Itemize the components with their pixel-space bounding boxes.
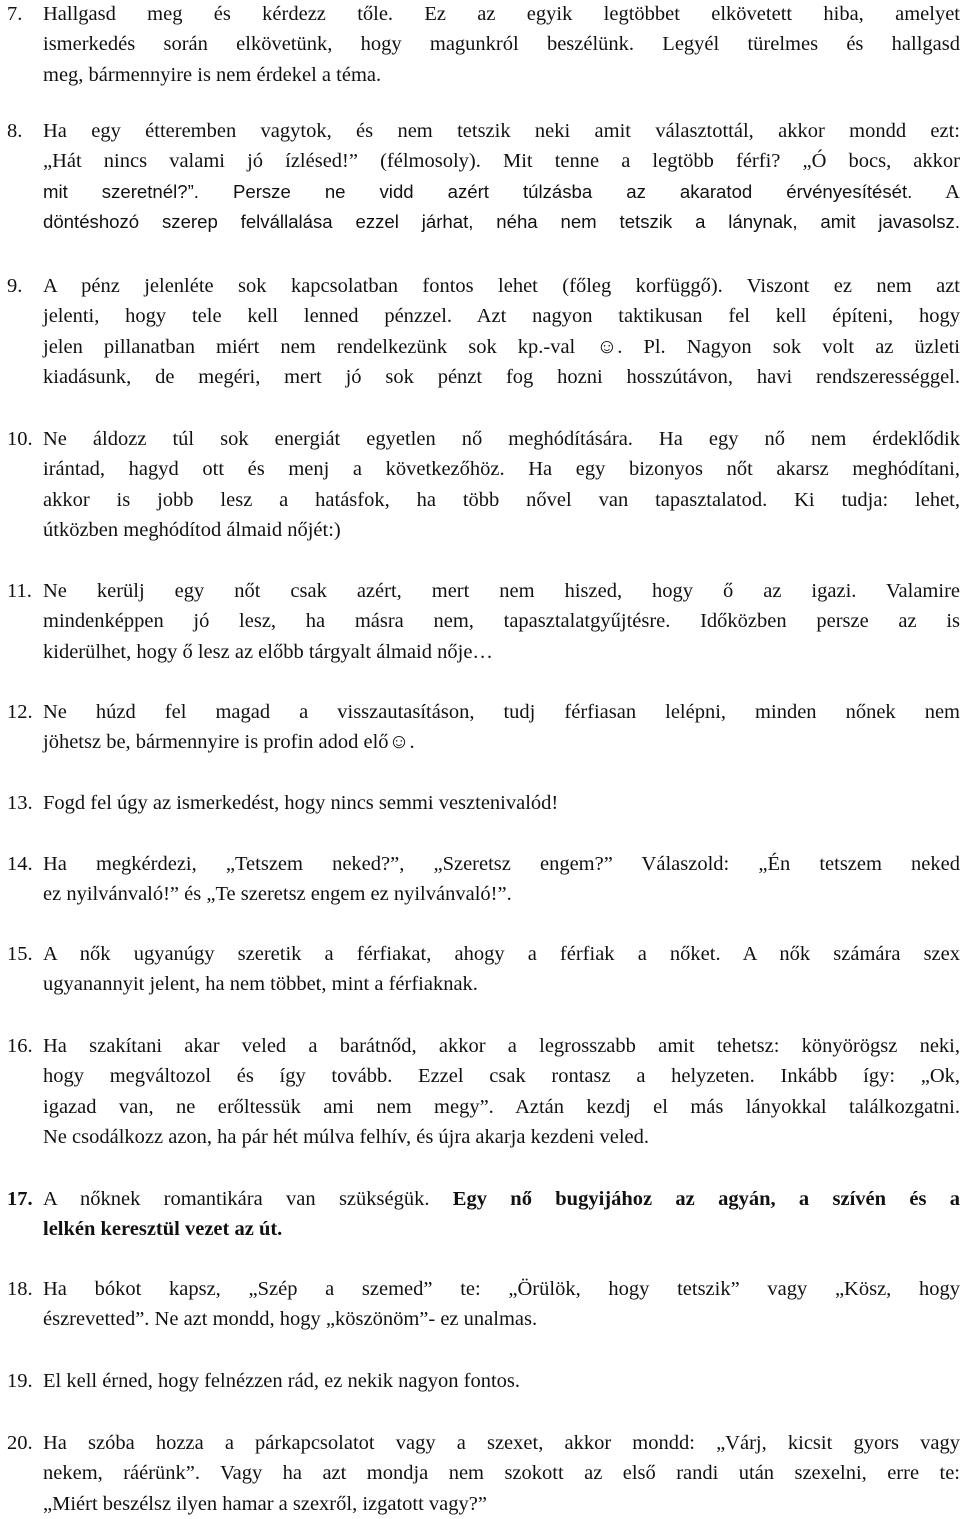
text-line: [43, 0, 960, 29]
list-item-number: 19.: [7, 1370, 33, 1392]
text-line: [43, 271, 960, 301]
list-item-text: [43, 576, 960, 667]
text-segment: észrevetted”. Ne azt mondd, hogy „köszönöm”- ez unalmas.: [43, 1308, 538, 1331]
text-segment: A: [912, 180, 960, 203]
list-item-number: 7.: [7, 3, 23, 25]
list-item-number: 13.: [7, 792, 33, 814]
text-segment: A pénz jelenléte sok kapcsolatban fontos lehet (főleg korfüggő). Viszont ez nem azt: [43, 275, 960, 297]
text-line: [43, 606, 960, 636]
text-line: [43, 1428, 960, 1458]
text-line: [43, 576, 960, 606]
list-item-text: [43, 849, 960, 910]
list-item-text: [43, 1274, 960, 1335]
text-line: [43, 1458, 960, 1488]
text-segment: jelen pillanatban miért nem rendelkezünk sok kp.-val ☺. Pl. Nagyon sok volt az üzleti: [43, 335, 960, 358]
text-segment: mindenképpen jó lesz, ha másra nem, tapasztalatgyűjtésre. Időközben persze az is: [43, 610, 960, 633]
list-item-number: 20.: [7, 1432, 33, 1454]
list-item-number: 12.: [7, 701, 33, 723]
text-line: [43, 1031, 960, 1061]
text-line: [43, 177, 960, 207]
text-segment: ismerkedés során elkövetünk, hogy magunkról beszélünk. Legyél türelmes és hallgasd: [43, 33, 960, 56]
text-line: [43, 29, 960, 59]
text-line: [43, 301, 960, 331]
text-segment: Ha szakítani akar veled a barátnőd, akkor a legrosszabb amit tehetsz: könyörögsz neki,: [43, 1035, 960, 1057]
text-line: [43, 849, 960, 879]
text-line: [43, 207, 960, 237]
list-item-text: [43, 116, 960, 238]
text-segment: El kell érned, hogy felnézzen rád, ez nekik nagyon fontos.: [43, 1370, 521, 1392]
text-line: [43, 515, 960, 545]
text-segment: Ne húzd fel magad a visszautasításon, tudj férfiasan lelépni, minden nőnek nem: [43, 701, 960, 723]
list-item-text: [43, 939, 960, 1000]
text-segment: A nőknek romantikára van szükségük.: [43, 1188, 453, 1210]
list-item-number: 14.: [7, 853, 33, 875]
text-line: [43, 146, 960, 176]
list-item-number: 15.: [7, 943, 33, 965]
list-item-number: 18.: [7, 1278, 33, 1300]
text-segment: igazad van, ne erőltessük ami nem megy”. Aztán kezdj el más lányokkal találkozgatni.: [43, 1095, 960, 1118]
text-line: [43, 788, 960, 818]
text-line: [43, 1489, 960, 1519]
text-line: [43, 1122, 960, 1152]
text-line: [43, 116, 960, 146]
text-line: [43, 697, 960, 727]
text-line: [43, 1061, 960, 1091]
text-line: [43, 1366, 960, 1396]
bold-text: Egy nő bugyijához az agyán, a szívén és a: [452, 1188, 960, 1210]
list-item-number: 11.: [7, 580, 32, 602]
text-segment: Ne csodálkozz azon, ha pár hét múlva felhív, és újra akarja kezdeni veled.: [43, 1126, 649, 1149]
text-segment: Ha bókot kapsz, „Szép a szemed” te: „Örülök, hogy tetszik” vagy „Kösz, hogy: [43, 1278, 960, 1300]
text-segment: Fogd fel úgy az ismerkedést, hogy nincs semmi vesztenivalód!: [43, 792, 559, 814]
text-segment: mit szeretnél?”. Persze ne vidd azért túlzásba az akaratod érvényesítését.: [43, 180, 913, 202]
list-item-number: 10.: [7, 428, 33, 450]
text-segment: Hallgasd meg és kérdezz tőle. Ez az egyik legtöbbet elkövetett hiba, amelyet: [43, 3, 960, 25]
text-segment: jelenti, hogy tele kell lenned pénzzel. Azt nagyon taktikusan fel kell építeni, hogy: [43, 305, 960, 328]
list-item-number: 9.: [7, 275, 23, 297]
text-segment: ez nyilvánvaló!” és „Te szeretsz engem ez nyilvánvaló!”.: [43, 883, 512, 906]
list-item-text: [43, 1184, 960, 1245]
list-item-text: [43, 1031, 960, 1153]
bold-text: lelkén keresztül vezet az út.: [43, 1218, 283, 1241]
text-segment: „Miért beszélsz ilyen hamar a szexről, izgatott vagy?”: [43, 1492, 487, 1515]
text-line: [43, 1092, 960, 1122]
text-segment: döntéshozó szerep felvállalása ezzel járhat, néha nem tetszik a lánynak, amit javasolsz.: [43, 211, 960, 233]
text-line: [43, 60, 960, 90]
text-segment: jöhetsz be, bármennyire is profin adod elő☺.: [43, 731, 415, 754]
text-line: [43, 637, 960, 667]
list-item-number: 16.: [7, 1035, 33, 1057]
text-segment: „Hát nincs valami jó ízlésed!” (félmosoly). Mit tenne a legtöbb férfi? „Ó bocs, akkor: [43, 150, 960, 173]
list-item-text: [43, 424, 960, 546]
text-line: [43, 727, 960, 757]
text-segment: kiderülhet, hogy ő lesz az előbb tárgyalt álmaid nője…: [43, 640, 493, 663]
text-segment: irántad, hagyd ott és menj a következőhöz. Ha egy bizonyos nőt akarsz meghódítani,: [43, 458, 960, 481]
text-line: [43, 1184, 960, 1214]
text-line: [43, 939, 960, 969]
text-segment: meg, bármennyire is nem érdekel a téma.: [43, 63, 382, 86]
text-segment: Ne áldozz túl sok energiát egyetlen nő meghódítására. Ha egy nő nem érdeklődik: [43, 428, 960, 450]
list-item-text: [43, 1366, 960, 1396]
text-segment: A nők ugyanúgy szeretik a férfiakat, ahogy a férfiak a nőket. A nők számára szex: [43, 943, 960, 965]
list-item-text: [43, 697, 960, 758]
list-item-text: [43, 1428, 960, 1519]
text-segment: Ha megkérdezi, „Tetszem neked?”, „Szeretsz engem?” Válaszold: „Én tetszem neked: [43, 853, 960, 875]
list-item-text: [43, 271, 960, 393]
text-segment: hogy megváltozol és így tovább. Ezzel csak rontasz a helyzeten. Inkább így: „Ok,: [43, 1065, 960, 1088]
text-line: [43, 454, 960, 484]
text-segment: Ne kerülj egy nőt csak azért, mert nem hiszed, hogy ő az igazi. Valamire: [43, 580, 960, 602]
text-line: [43, 332, 960, 362]
list-item-text: [43, 0, 960, 90]
text-line: [43, 879, 960, 909]
text-segment: ugyanannyit jelent, ha nem többet, mint a férfiaknak.: [43, 973, 478, 996]
text-segment: nekem, ráérünk”. Vagy ha azt mondja nem szokott az első randi után szexelni, erre te:: [43, 1462, 960, 1485]
text-segment: akkor is jobb lesz a hatásfok, ha több nővel van tapasztalatod. Ki tudja: lehet,: [43, 488, 960, 511]
text-segment: útközben meghódítod álmaid nőjét:): [43, 519, 341, 542]
text-line: [43, 424, 960, 454]
text-segment: Ha egy étteremben vagytok, és nem tetszik neki amit választottál, akkor mondd ezt:: [43, 120, 960, 142]
list-item-text: [43, 788, 960, 818]
text-line: [43, 1214, 960, 1244]
list-item-number: 8.: [7, 120, 23, 142]
list-item-number: 17.: [7, 1188, 33, 1210]
text-line: [43, 485, 960, 515]
text-line: [43, 1274, 960, 1304]
text-line: [43, 969, 960, 999]
text-line: [43, 1304, 960, 1334]
text-line: [43, 362, 960, 392]
text-segment: Ha szóba hozza a párkapcsolatot vagy a szexet, akkor mondd: „Várj, kicsit gyors vagy: [43, 1432, 960, 1454]
text-segment: kiadásunk, de megéri, mert jó sok pénzt fog hozni hosszútávon, havi rendszerességgel.: [43, 366, 960, 389]
